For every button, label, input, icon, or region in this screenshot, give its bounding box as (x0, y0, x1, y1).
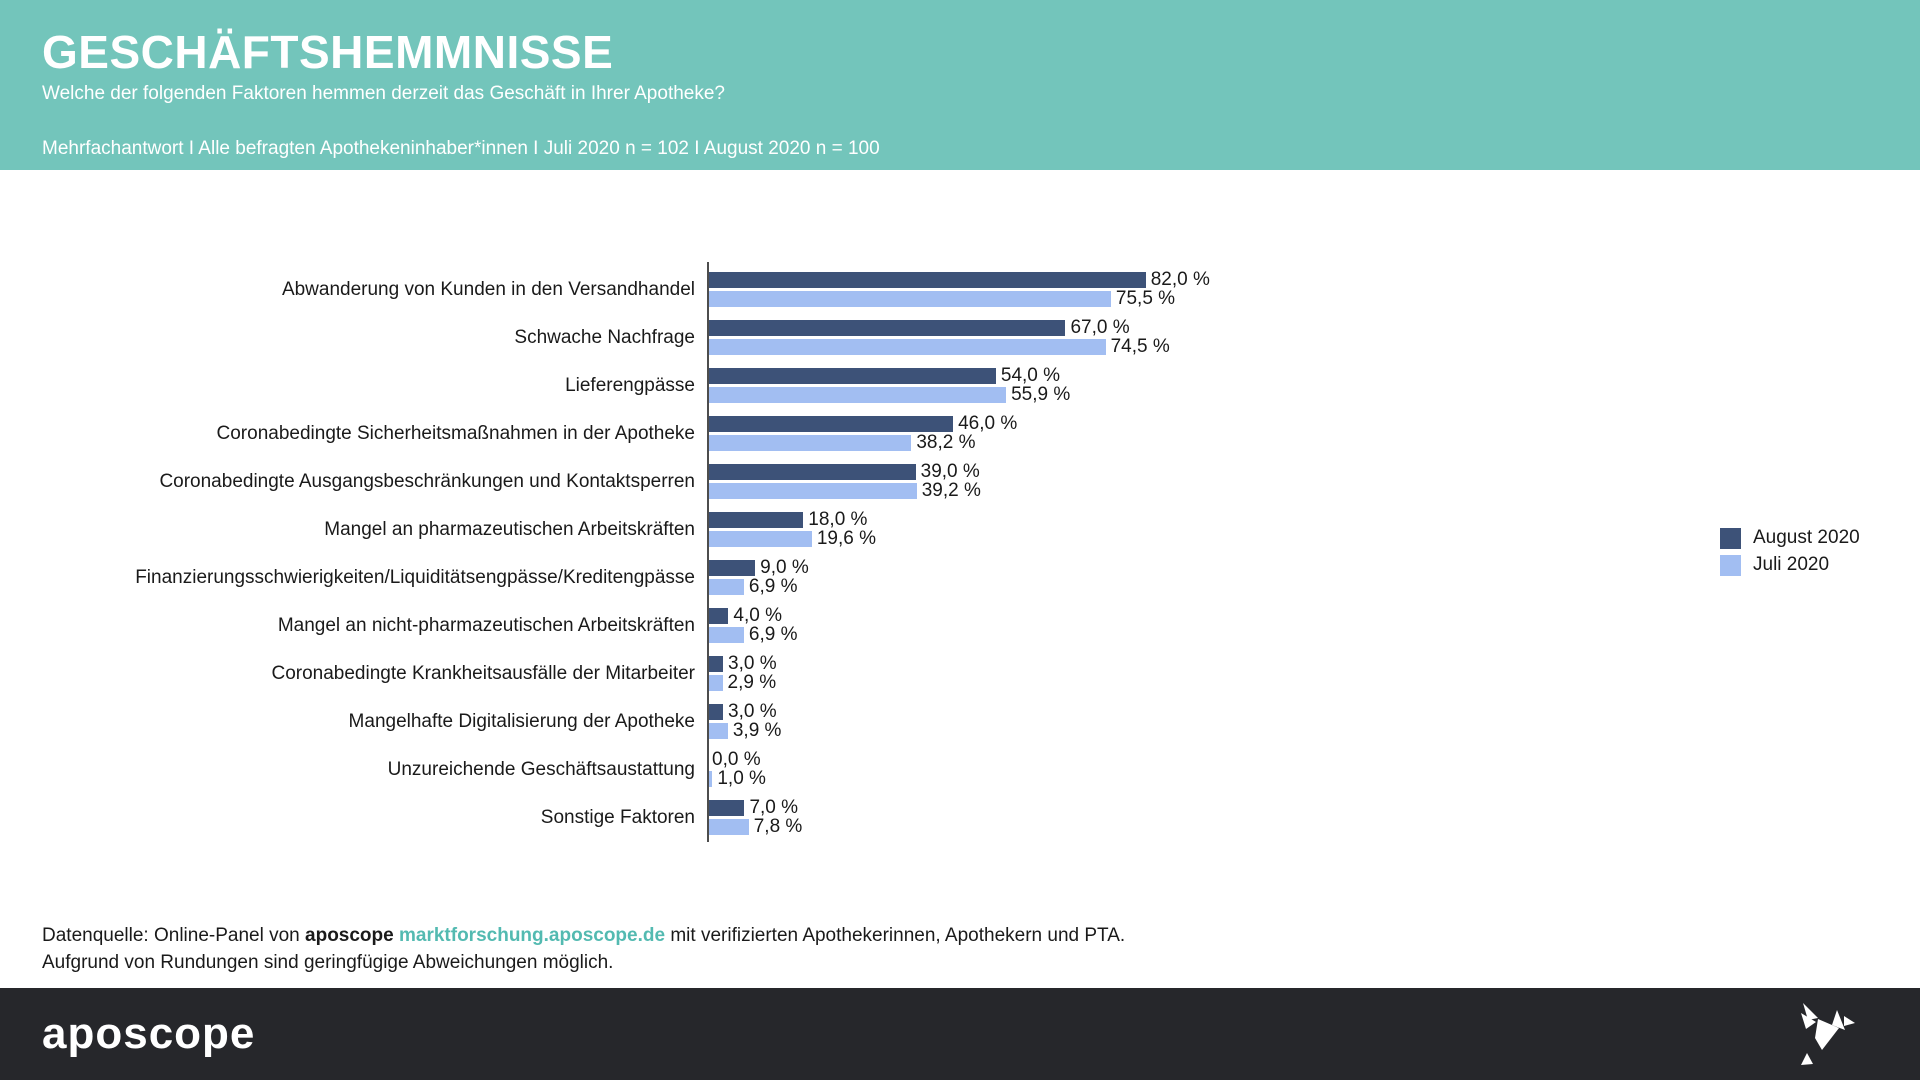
bar-row-juli (707, 576, 809, 597)
value-label-juli: 38,2 % (916, 432, 976, 453)
bar-group (0, 701, 1920, 741)
legend-label-august: August 2020 (1753, 527, 1860, 548)
value-label-august: 18,0 % (808, 509, 868, 530)
survey-question: Welche der folgenden Faktoren hemmen derzeit das Geschäft in Ihrer Apotheke? (42, 83, 725, 105)
bar-pair (707, 317, 1170, 357)
bar-august (707, 608, 728, 624)
category-label: Coronabedingte Krankheitsausfälle der Mitarbeiter (271, 662, 695, 684)
bar-row-juli (707, 672, 777, 693)
category-label: Mangel an nicht-pharmazeutischen Arbeitskräften (277, 614, 695, 636)
bar-pair (707, 653, 777, 693)
bar-juli (707, 723, 728, 739)
category-label: Lieferengpässe (565, 374, 695, 396)
value-label-august: 4,0 % (733, 605, 782, 626)
bar-pair (707, 269, 1210, 309)
bar-row-juli (707, 432, 1017, 453)
bar-chart (0, 269, 1920, 837)
bar-august (707, 704, 723, 720)
category-label: Unzureichende Geschäftsaustattung (387, 758, 695, 780)
bar-august (707, 368, 996, 384)
category-label: Mangel an pharmazeutischen Arbeitskräften (324, 518, 695, 540)
bar-juli (707, 387, 1006, 403)
bar-group (0, 365, 1920, 405)
bar-pair (707, 413, 1018, 453)
legend-item-august (1720, 527, 1860, 549)
bar-row-august (707, 317, 1170, 338)
bar-august (707, 656, 723, 672)
value-label-august: 46,0 % (958, 413, 1018, 434)
bar-row-august (707, 701, 781, 722)
bar-pair (707, 797, 803, 837)
bar-row-august (707, 509, 876, 530)
header-band (0, 0, 1920, 170)
bar-row-juli (707, 480, 981, 501)
category-label: Coronabedingte Ausgangsbeschränkungen und Kontaktsperren (159, 470, 695, 492)
value-label-august: 67,0 % (1070, 317, 1130, 338)
bar-august (707, 320, 1065, 336)
value-label-juli: 55,9 % (1011, 384, 1071, 405)
bar-group (0, 653, 1920, 693)
bar-juli (707, 579, 744, 595)
bar-group (0, 797, 1920, 837)
value-label-august: 54,0 % (1000, 365, 1061, 386)
bar-pair (707, 605, 798, 645)
footer-bar (0, 988, 1920, 1080)
source-note (42, 922, 1920, 976)
value-label-august: 3,0 % (728, 653, 777, 674)
origami-bird-icon (1800, 1002, 1858, 1066)
source-prefix: Datenquelle: Online-Panel von (42, 925, 306, 946)
bar-juli (707, 531, 812, 547)
bar-juli (707, 435, 911, 451)
value-label-juli: 6,9 % (748, 624, 798, 645)
bar-pair (707, 365, 1071, 405)
bar-pair (707, 749, 766, 789)
value-label-juli: 75,5 % (1115, 288, 1176, 309)
legend (1720, 527, 1860, 581)
bar-group (0, 413, 1920, 453)
bar-juli (707, 483, 917, 499)
source-line (42, 922, 1920, 949)
value-label-august: 3,0 % (728, 701, 777, 722)
bar-row-august (707, 797, 802, 818)
legend-swatch-august (1720, 528, 1741, 549)
source-suffix: mit verifizierten Apothekerinnen, Apothekern und PTA. (665, 925, 1126, 946)
legend-label-juli: Juli 2020 (1753, 554, 1830, 575)
page-title: GESCHÄFTSHEMMNISSE (42, 26, 614, 78)
bar-row-juli (707, 384, 1071, 405)
legend-item-juli (1720, 554, 1860, 576)
category-label: Abwanderung von Kunden in den Versandhandel (281, 278, 695, 300)
bar-row-juli (707, 528, 877, 549)
category-label: Finanzierungsschwierigkeiten/Liquiditätsengpässe/Kreditengpässe (135, 566, 695, 588)
bar-juli (707, 339, 1106, 355)
value-label-juli: 3,9 % (732, 720, 782, 741)
bar-august (707, 272, 1146, 288)
value-label-august: 9,0 % (760, 557, 809, 578)
bar-group (0, 509, 1920, 549)
bar-pair (707, 557, 809, 597)
rounding-note: Aufgrund von Rundungen sind geringfügige Abweichungen möglich. (42, 952, 614, 973)
value-label-august: 39,0 % (920, 461, 980, 482)
legend-swatch-juli (1720, 555, 1741, 576)
source-link[interactable]: marktforschung.aposcope.de (399, 925, 666, 946)
bar-group (0, 605, 1920, 645)
value-label-august: 7,0 % (749, 797, 799, 818)
value-label-juli: 19,6 % (816, 528, 877, 549)
method-note: Mehrfachantwort I Alle befragten Apothekeninhaber*innen I Juli 2020 n = 102 I August 2020 n = 100 (42, 138, 880, 160)
category-label: Schwache Nachfrage (514, 326, 695, 348)
value-label-august: 0,0 % (712, 749, 761, 770)
bar-row-august (707, 269, 1210, 290)
value-label-juli: 7,8 % (753, 816, 803, 837)
bar-row-august (707, 653, 777, 674)
bar-row-august (707, 749, 766, 770)
bar-row-august (707, 413, 1018, 434)
bar-row-juli (707, 624, 798, 645)
bar-juli (707, 627, 744, 643)
bar-august (707, 464, 916, 480)
bar-group (0, 269, 1920, 309)
value-label-juli: 74,5 % (1110, 336, 1170, 357)
bar-row-juli (707, 336, 1170, 357)
bar-group (0, 557, 1920, 597)
value-label-juli: 1,0 % (717, 768, 766, 789)
value-label-juli: 6,9 % (748, 576, 798, 597)
bar-row-juli (707, 720, 782, 741)
bar-row-juli (707, 816, 803, 837)
bar-pair (707, 701, 782, 741)
bar-pair (707, 461, 981, 501)
bar-row-august (707, 365, 1070, 386)
bar-august (707, 800, 744, 816)
bar-group (0, 317, 1920, 357)
bar-row-juli (707, 768, 766, 789)
bar-row-juli (707, 288, 1210, 309)
bar-group (0, 749, 1920, 789)
bar-row-august (707, 461, 981, 482)
category-label: Mangelhafte Digitalisierung der Apotheke (348, 710, 695, 732)
value-label-august: 82,0 % (1150, 269, 1210, 290)
bar-pair (707, 509, 877, 549)
category-label: Coronabedingte Sicherheitsmaßnahmen in der Apotheke (216, 422, 695, 444)
bar-groups (0, 269, 1920, 837)
bar-juli (707, 291, 1111, 307)
bar-august (707, 512, 803, 528)
value-label-juli: 39,2 % (921, 480, 981, 501)
bar-group (0, 461, 1920, 501)
category-label: Sonstige Faktoren (540, 806, 695, 828)
bar-august (707, 560, 755, 576)
source-brand: aposcope (305, 925, 394, 946)
bar-juli (707, 819, 749, 835)
aposcope-logo: aposcope (42, 1009, 256, 1058)
bar-august (707, 416, 953, 432)
value-label-juli: 2,9 % (727, 672, 777, 693)
bar-row-august (707, 557, 809, 578)
y-axis-line (707, 262, 709, 842)
bar-juli (707, 675, 723, 691)
bar-row-august (707, 605, 798, 626)
